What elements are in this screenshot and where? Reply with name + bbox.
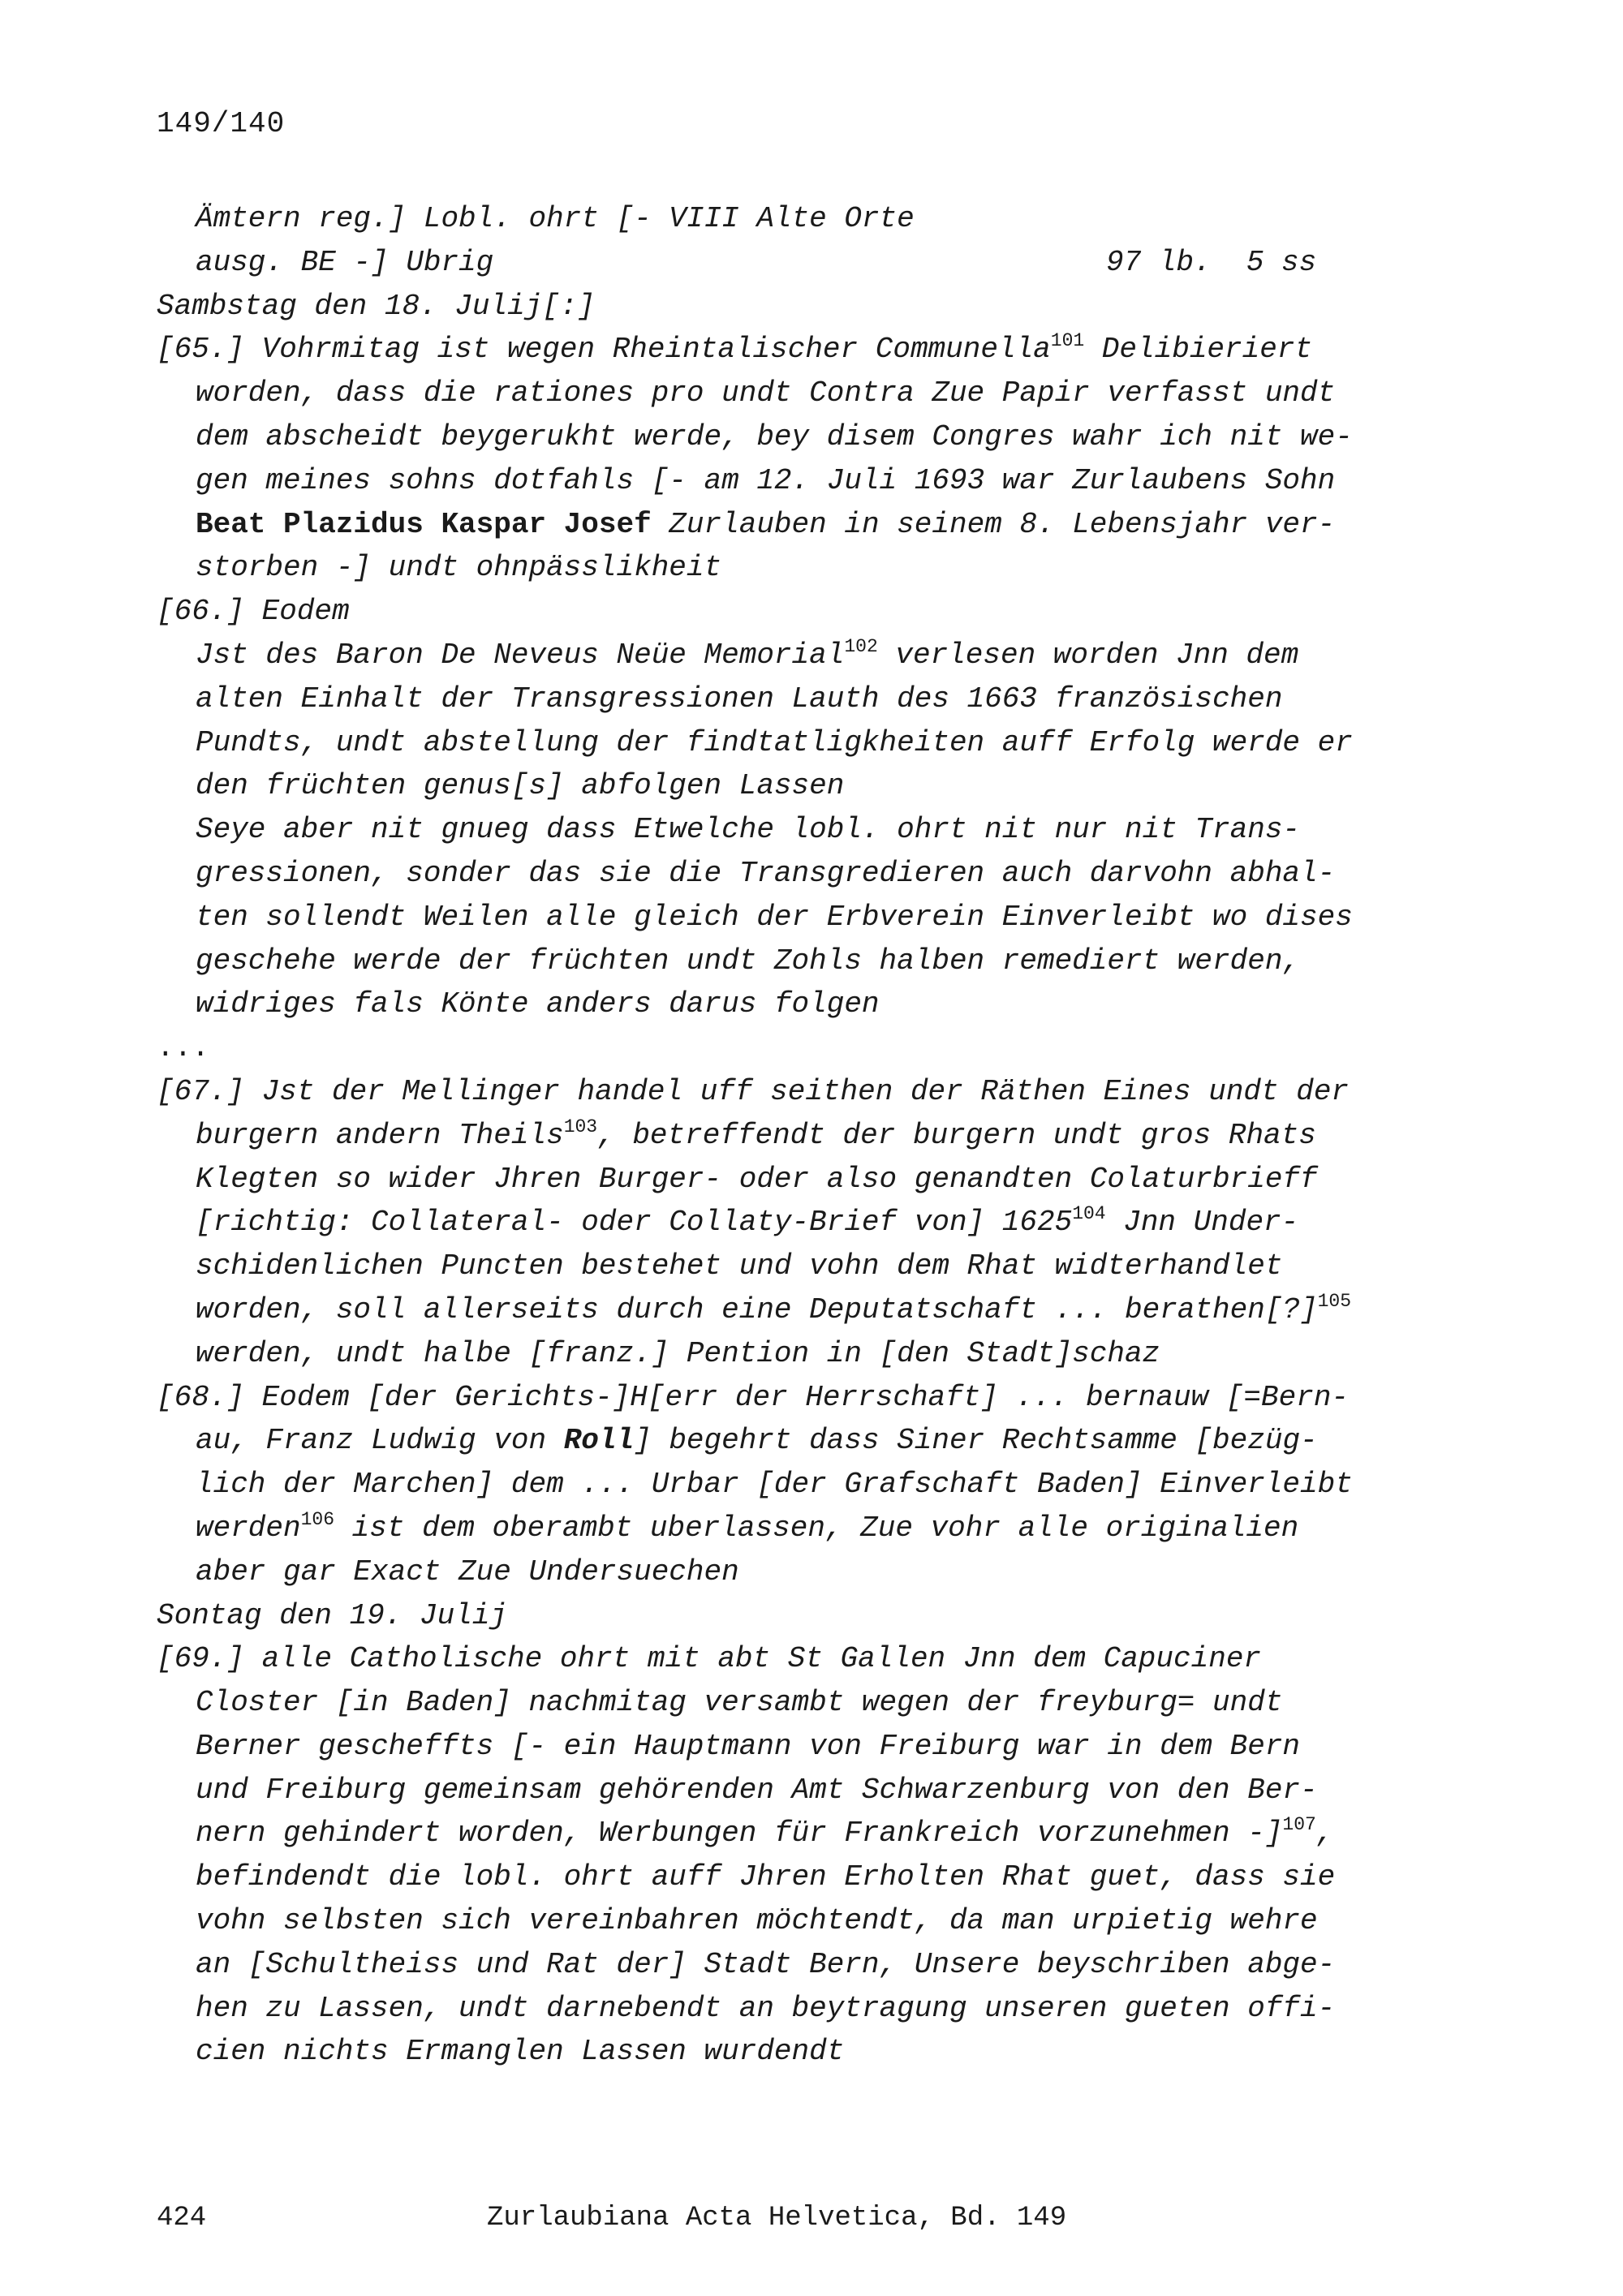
text-span: Delibieriert — [1084, 333, 1313, 367]
bold-name: Beat Plazidus Kaspar Josef — [196, 507, 652, 541]
text-span: worden, dass die rationes pro undt Contra Zue Papir verfasst undt — [196, 376, 1336, 411]
text-span: am 12. Juli 1693 war Zurlaubens Sohn — [704, 463, 1336, 497]
text-span: ... — [157, 1031, 209, 1065]
text-span: Klegten so wider Jhren Burger- oder also genandten Colaturbrieff — [196, 1162, 1318, 1196]
entry-65-line — [157, 546, 1423, 590]
entry-66-line — [157, 721, 1423, 765]
text-span: Berner gescheffts [- ein Hauptmann von Freiburg war in dem Bern — [196, 1729, 1301, 1763]
text-line — [157, 197, 1423, 241]
footnote-ref: 101 — [1050, 330, 1085, 352]
text-span: widriges fals Könte anders darus folgen — [196, 987, 880, 1021]
text-span: aber gar Exact Zue Undersuechen — [196, 1554, 739, 1589]
entry-69-line — [157, 2030, 1423, 2074]
text-span: [66.] Eodem — [157, 595, 350, 629]
text-span: au, Franz Ludwig von — [196, 1424, 564, 1458]
text-span: Seye aber nit gnueg dass Etwelche lobl. ohrt nit nur nit Trans- — [196, 813, 1301, 847]
text-span: nern gehindert worden, Werbungen für Frankreich vorzunehmen -] — [196, 1817, 1283, 1851]
entry-69-line — [157, 1769, 1423, 1812]
ellipsis — [157, 1026, 1423, 1070]
text-span: hen zu Lassen, undt darnebendt an beytragung unseren gueten offi- — [196, 1991, 1336, 2025]
text-span: schidenlichen Puncten bestehet und vohn dem Rhat widterhandlet — [196, 1249, 1283, 1283]
entry-65-line — [157, 503, 1423, 547]
text-span: verlesen worden Jnn dem — [877, 638, 1299, 672]
text-span: gen meines sohns dotfahls [- — [196, 463, 704, 497]
text-line — [157, 241, 1423, 285]
entry-65-line — [157, 328, 1423, 372]
entry-69-line — [157, 1637, 1423, 1681]
footnote-ref: 104 — [1072, 1203, 1106, 1225]
text-span: werden — [196, 1511, 301, 1545]
entry-67-line — [157, 1245, 1423, 1288]
entry-65-line — [157, 415, 1423, 459]
text-span: worden, soll allerseits durch eine Deputatschaft ... berathen[?] — [196, 1292, 1318, 1326]
publication-title: Zurlaubiana Acta Helvetica, Bd. 149 — [487, 2203, 1067, 2234]
date-heading — [157, 1594, 1423, 1638]
text-span: und Freiburg gemeinsam gehörenden Amt Schwarzenburg von den Ber- — [196, 1773, 1318, 1807]
entry-66-line — [157, 634, 1423, 677]
entry-68-line — [157, 1376, 1423, 1420]
entry-68-line — [157, 1419, 1423, 1463]
text-span: [67.] Jst der Mellinger handel uff seithen der Räthen Eines undt der — [157, 1074, 1350, 1108]
amount-text: 97 lb. 5 ss — [1106, 245, 1317, 279]
entry-69-line — [157, 1987, 1423, 2031]
text-span: geschehe werde der früchten undt Zohls halben remediert werden, — [196, 944, 1301, 978]
text-span: Sontag den 19. Julij — [157, 1598, 508, 1632]
bold-name: Roll — [563, 1424, 635, 1458]
text-span: ist dem oberambt uberlassen, Zue vohr alle originalien — [334, 1511, 1299, 1545]
entry-67-line — [157, 1114, 1423, 1158]
entry-66-line — [157, 939, 1423, 983]
text-span: Ämtern reg.] Lobl. ohrt [- VIII Alte Orte — [196, 202, 915, 235]
text-span: Jst des Baron De Neveus Neüe Memorial — [196, 638, 845, 672]
entry-66-line — [157, 677, 1423, 721]
text-span: [65.] Vohrmitag ist wegen Rheintalischer Communella — [157, 333, 1051, 367]
entry-67-line — [157, 1158, 1423, 1202]
entry-69-line — [157, 1899, 1423, 1943]
page-number: 424 — [157, 2203, 207, 2234]
text-span: gressionen, sonder das sie die Transgredieren auch darvohn abhal- — [196, 856, 1336, 890]
text-span: lich der Marchen] dem ... Urbar [der Grafschaft Baden] Einverleibt — [196, 1468, 1353, 1502]
text-span: cien nichts Ermanglen Lassen wurdendt — [196, 2035, 845, 2069]
text-span: storben -] undt ohnpässlikheit — [196, 551, 722, 585]
text-span: burgern andern Theils — [196, 1118, 564, 1152]
text-span: , betreffendt der burgern undt gros Rhats — [597, 1118, 1316, 1152]
entry-66-line — [157, 808, 1423, 852]
entry-69-line — [157, 1812, 1423, 1855]
text-span: an [Schultheiss und Rat der] Stadt Bern, Unsere beyschriben abge- — [196, 1947, 1336, 1981]
text-span: ausg. BE -] Ubrig — [196, 245, 494, 279]
footnote-ref: 107 — [1282, 1814, 1316, 1836]
entry-68-line — [157, 1550, 1423, 1594]
text-span: Zurlauben in seinem 8. Lebensjahr ver- — [651, 507, 1336, 541]
text-span: vohn selbsten sich vereinbahren möchtendt, da man urpietig wehre — [196, 1904, 1318, 1938]
entry-65-line — [157, 459, 1423, 503]
text-span: befindendt die lobl. ohrt auff Jhren Erholten Rhat guet, dass sie — [196, 1860, 1336, 1894]
text-span: Sambstag den 18. Julij[:] — [157, 289, 596, 323]
entry-67-line — [157, 1288, 1423, 1332]
entry-69-line — [157, 1681, 1423, 1725]
entry-65-line — [157, 372, 1423, 415]
entry-67-line — [157, 1070, 1423, 1114]
text-span: , — [1315, 1817, 1334, 1851]
text-span: [68.] Eodem [der Gerichts-]H[err der Herrschaft] ... bernauw [=Bern- — [157, 1380, 1350, 1414]
text-span: ten sollendt Weilen alle gleich der Erbverein Einverleibt wo dises — [196, 900, 1353, 934]
text-span: Closter [in Baden] nachmitag versambt wegen der freyburg= undt — [196, 1686, 1283, 1720]
text-span: Pundts, undt abstellung der findtatligkheiten auff Erfolg werde er — [196, 725, 1353, 759]
footnote-ref: 105 — [1317, 1290, 1352, 1312]
text-span: Jnn Under- — [1105, 1206, 1299, 1240]
document-body — [157, 197, 1423, 2074]
entry-67-line — [157, 1332, 1423, 1376]
page-reference: 149/140 — [157, 107, 286, 140]
footnote-ref: 106 — [300, 1508, 335, 1530]
text-span: werden, undt halbe [franz.] Pention in [den Stadt]schaz — [196, 1336, 1160, 1370]
entry-66-line — [157, 852, 1423, 896]
entry-69-line — [157, 1725, 1423, 1769]
text-span: ] begehrt dass Siner Rechtsamme [bezüg- — [634, 1424, 1318, 1458]
entry-68-line — [157, 1507, 1423, 1550]
entry-66-line — [157, 982, 1423, 1026]
footnote-ref: 102 — [844, 635, 878, 657]
text-span: alten Einhalt der Transgressionen Lauth des 1663 französischen — [196, 681, 1283, 716]
entry-66-line — [157, 896, 1423, 939]
text-span: dem abscheidt beygerukht werde, bey disem Congres wahr ich nit we- — [196, 419, 1353, 454]
date-heading — [157, 285, 1423, 329]
text-span: den früchten genus[s] abfolgen Lassen — [196, 769, 845, 803]
entry-66-heading — [157, 590, 1423, 634]
entry-66-line — [157, 764, 1423, 808]
entry-68-line — [157, 1463, 1423, 1507]
entry-69-line — [157, 1943, 1423, 1987]
text-span: [69.] alle Catholische ohrt mit abt St Gallen Jnn dem Capuciner — [157, 1642, 1262, 1676]
entry-67-line — [157, 1201, 1423, 1245]
entry-69-line — [157, 1855, 1423, 1899]
text-span: [richtig: Collateral- oder Collaty-Brief von] 1625 — [196, 1206, 1073, 1240]
footnote-ref: 103 — [563, 1116, 598, 1137]
